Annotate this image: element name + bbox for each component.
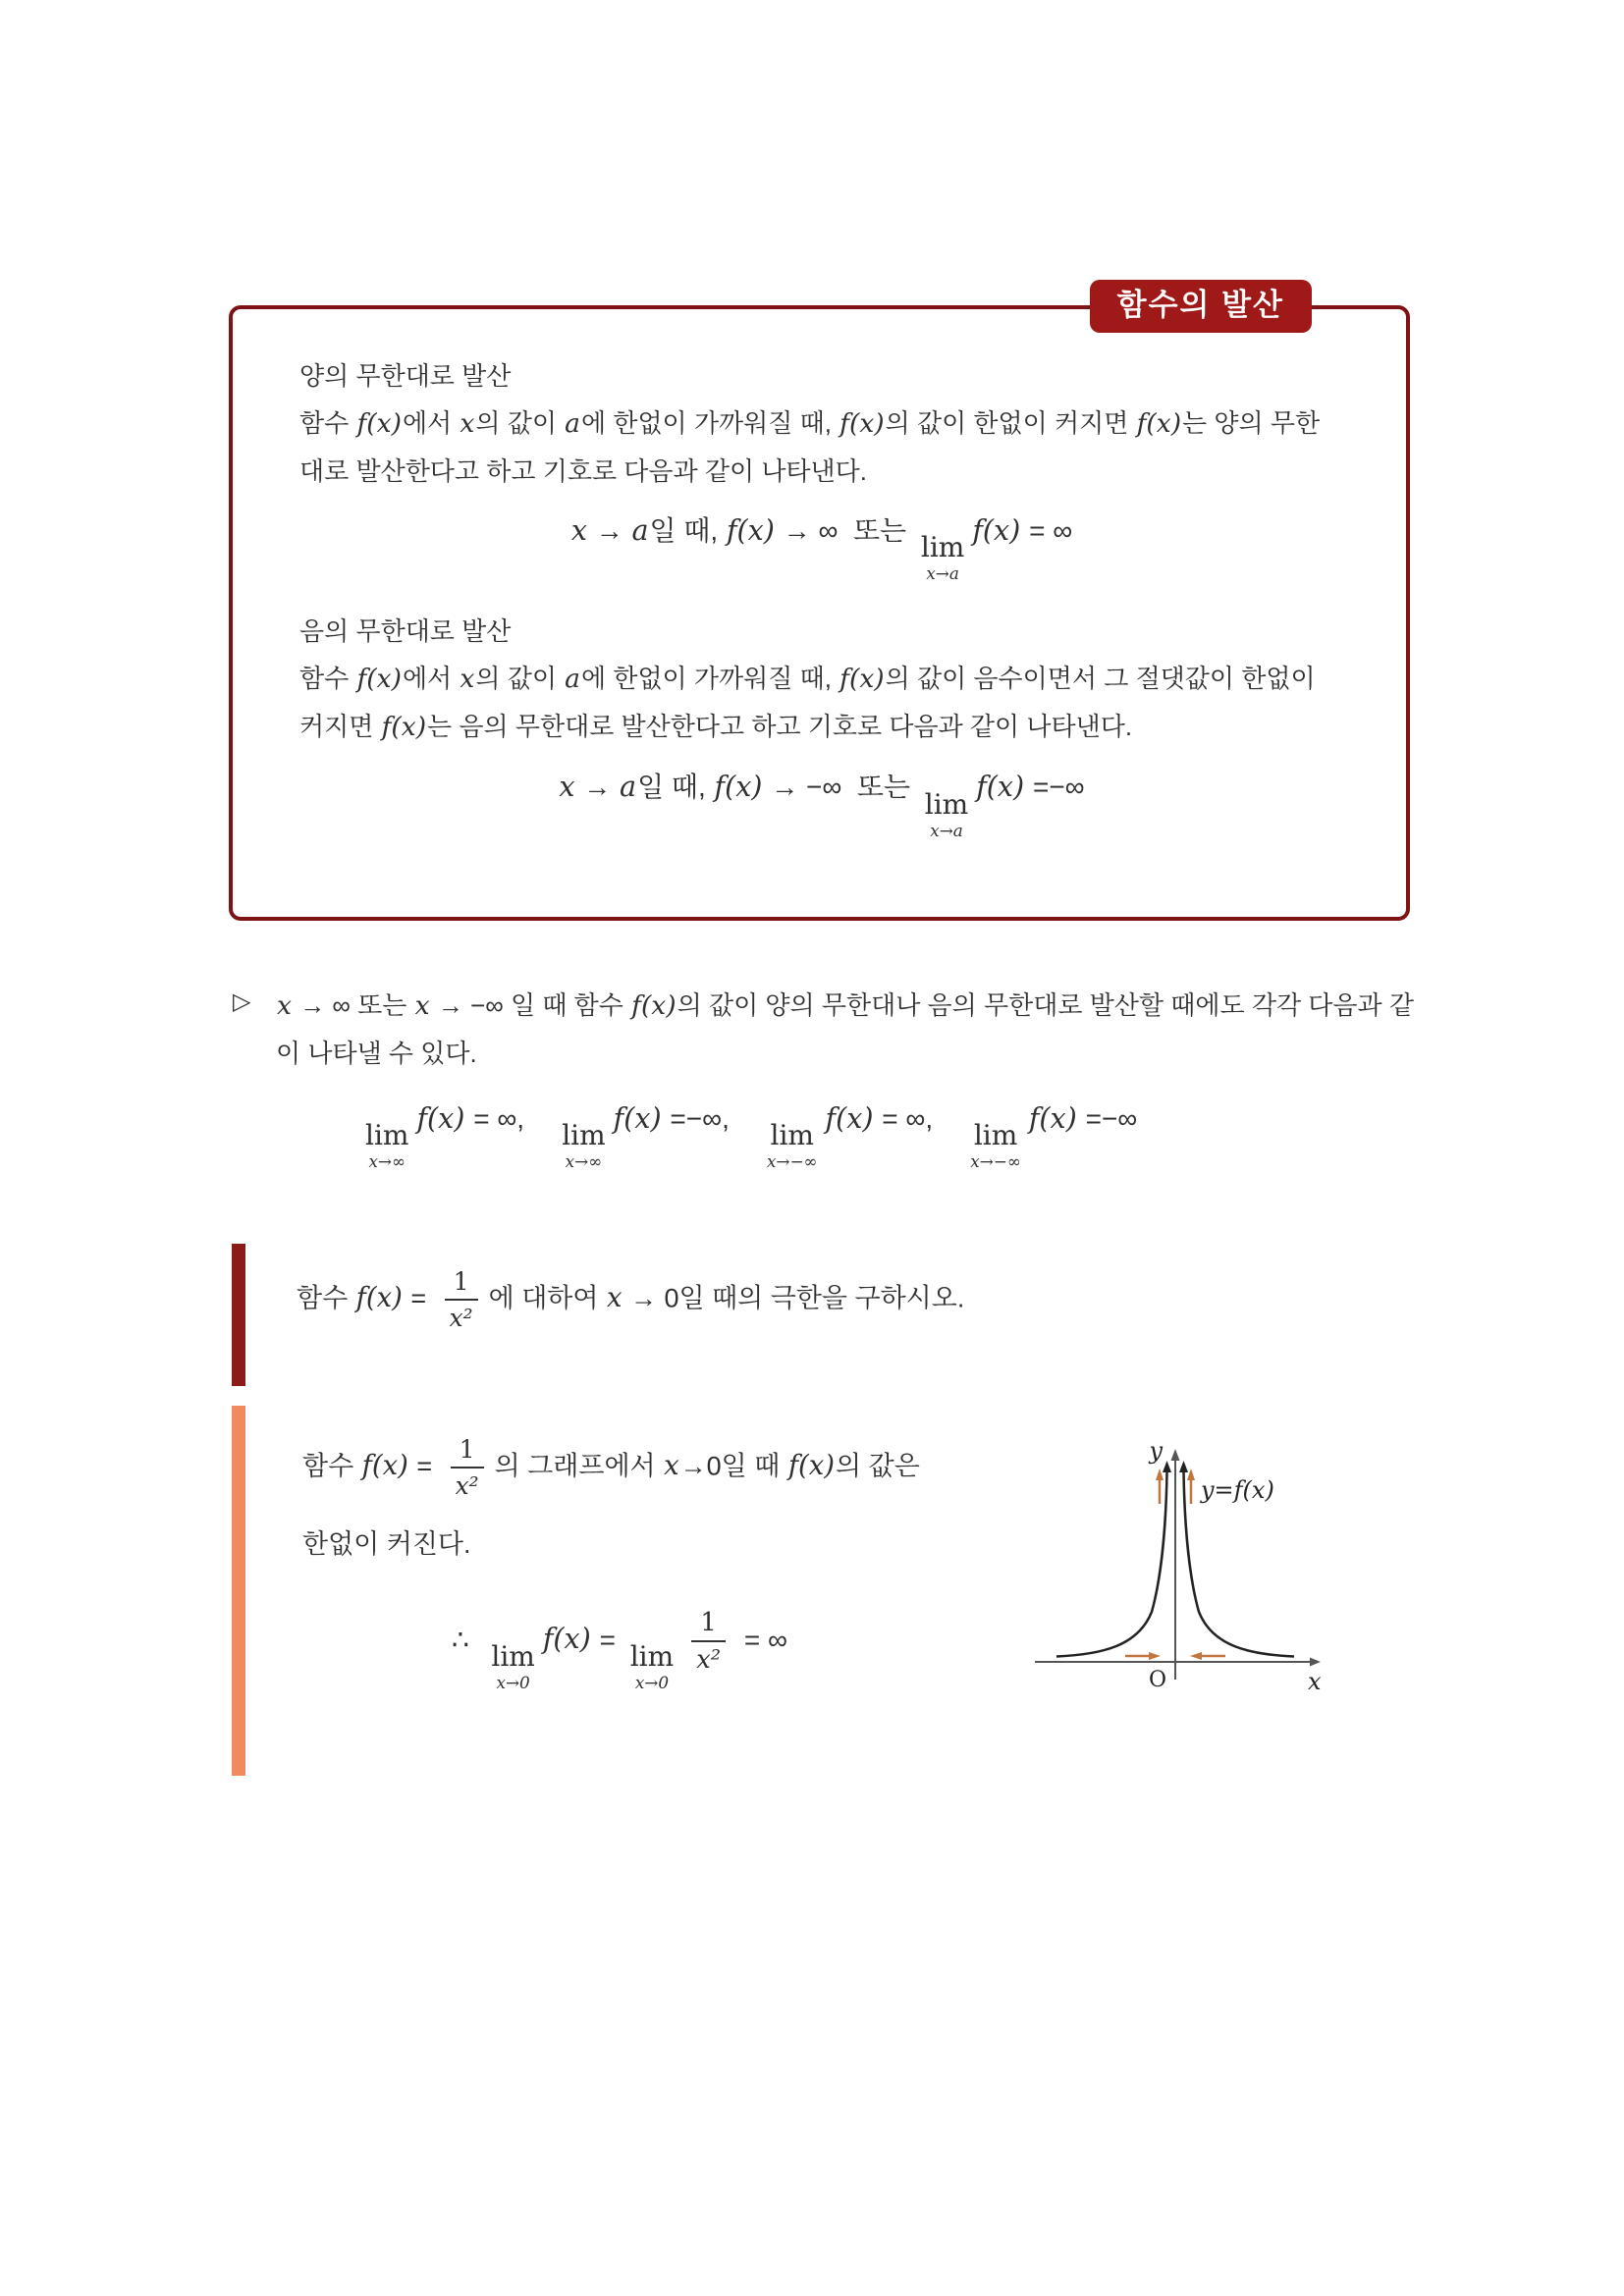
limit-operator: lim x→0 xyxy=(629,1639,675,1692)
solution-block xyxy=(232,1406,1425,1779)
up-arrow-left-head-icon xyxy=(1156,1468,1164,1480)
x-axis-label: x xyxy=(1308,1668,1322,1695)
curve-right-arrow-icon xyxy=(1179,1461,1188,1472)
limit-operator: lim x→∞ xyxy=(562,1119,606,1172)
curve-left-branch xyxy=(1056,1472,1167,1657)
negative-divergence-heading: 음의 무한대로 발산 xyxy=(299,616,512,647)
y-axis-label: y xyxy=(1149,1441,1163,1465)
up-arrow-right-head-icon xyxy=(1187,1468,1195,1480)
limit-operator: lim x→a xyxy=(920,531,965,584)
solution-formula: ∴ lim x→0 f(x) = lim x→0 $\frac{1}{\text{x²}}$ = ∞ xyxy=(452,1607,787,1692)
fraction: $\frac{1}{\text{x²}}$ xyxy=(687,1608,730,1676)
definition-box xyxy=(229,288,1410,921)
triangle-bullet-icon: ▷ xyxy=(233,988,251,1015)
toward-zero-arrow-left-head-icon xyxy=(1149,1652,1161,1660)
positive-divergence-heading: 양의 무한대로 발산 xyxy=(299,361,512,391)
negative-divergence-body: 함수 f(x)에서 x의 값이 a에 한없이 가까워질 때, f(x)의 값이 음수이면서 그 절댓값이 한없이 커지면 f(x)는 음의 무한대로 발산한다고 하고 기호로 다음과 같이 나타낸다. xyxy=(299,664,1316,743)
example-accent-bar xyxy=(232,1244,245,1386)
x-axis-arrow-icon xyxy=(1310,1658,1321,1667)
solution-line-1: 함수 f(x) = $\frac{1}{\text{x²}}$ 의 그래프에서 x→0일 때 f(x)의 값은 xyxy=(302,1435,920,1500)
example-block xyxy=(232,1244,1415,1386)
note-body: x → ∞ 또는 x → −∞ 일 때 함수 f(x)의 값이 양의 무한대나 음의 무한대로 발산할 때에도 각각 다음과 같이 나타낼 수 있다. xyxy=(276,990,1414,1068)
example-question: 함수 f(x) = $\frac{1}{\text{x²}}$ 에 대하여 x → 0일 때의 극한을 구하시오. xyxy=(297,1267,965,1332)
definition-box-title-badge: 함수의 발산 xyxy=(1090,280,1312,333)
limit-operator: lim x→0 xyxy=(491,1639,535,1692)
curve-label: y=f(x) xyxy=(1201,1476,1274,1504)
toward-zero-arrow-right-head-icon xyxy=(1190,1652,1202,1660)
solution-accent-bar xyxy=(232,1406,245,1776)
limit-operator: lim x→a xyxy=(924,787,969,840)
fraction: $\frac{1}{\text{x²}}$ xyxy=(441,1267,482,1333)
limit-operator: lim x→−∞ xyxy=(970,1119,1021,1172)
solution-line-2: 한없이 커진다. xyxy=(302,1528,471,1559)
negative-divergence-formula: x → a일 때, f(x) → −∞ 또는 lim x→a f(x) =−∞ xyxy=(559,770,1085,840)
limit-operator: lim x→−∞ xyxy=(766,1119,818,1172)
positive-divergence-body: 함수 f(x)에서 x의 값이 a에 한없이 가까워질 때, f(x)의 값이 한없이 커지면 f(x)는 양의 무한대로 발산한다고 하고 기호로 다음과 같이 나타낸다. xyxy=(299,408,1321,486)
fraction: $\frac{1}{\text{x²}}$ xyxy=(447,1435,488,1501)
limit-operator: lim x→∞ xyxy=(365,1119,409,1172)
curve-left-arrow-icon xyxy=(1163,1461,1171,1472)
note-section xyxy=(233,982,1426,1170)
origin-label: O xyxy=(1148,1668,1166,1692)
function-graph xyxy=(1023,1441,1327,1706)
note-formula: lim x→∞ f(x) = ∞, lim x→∞ f(x) =−∞, lim x→−∞ f(x) = ∞, lim x→−∞ f(x) =−∞ xyxy=(365,1101,1138,1172)
y-axis-arrow-icon xyxy=(1171,1449,1180,1461)
positive-divergence-formula: x → a일 때, f(x) → ∞ 또는 lim x→a f(x) = ∞ xyxy=(570,513,1073,584)
solution-content xyxy=(232,1406,1007,1691)
